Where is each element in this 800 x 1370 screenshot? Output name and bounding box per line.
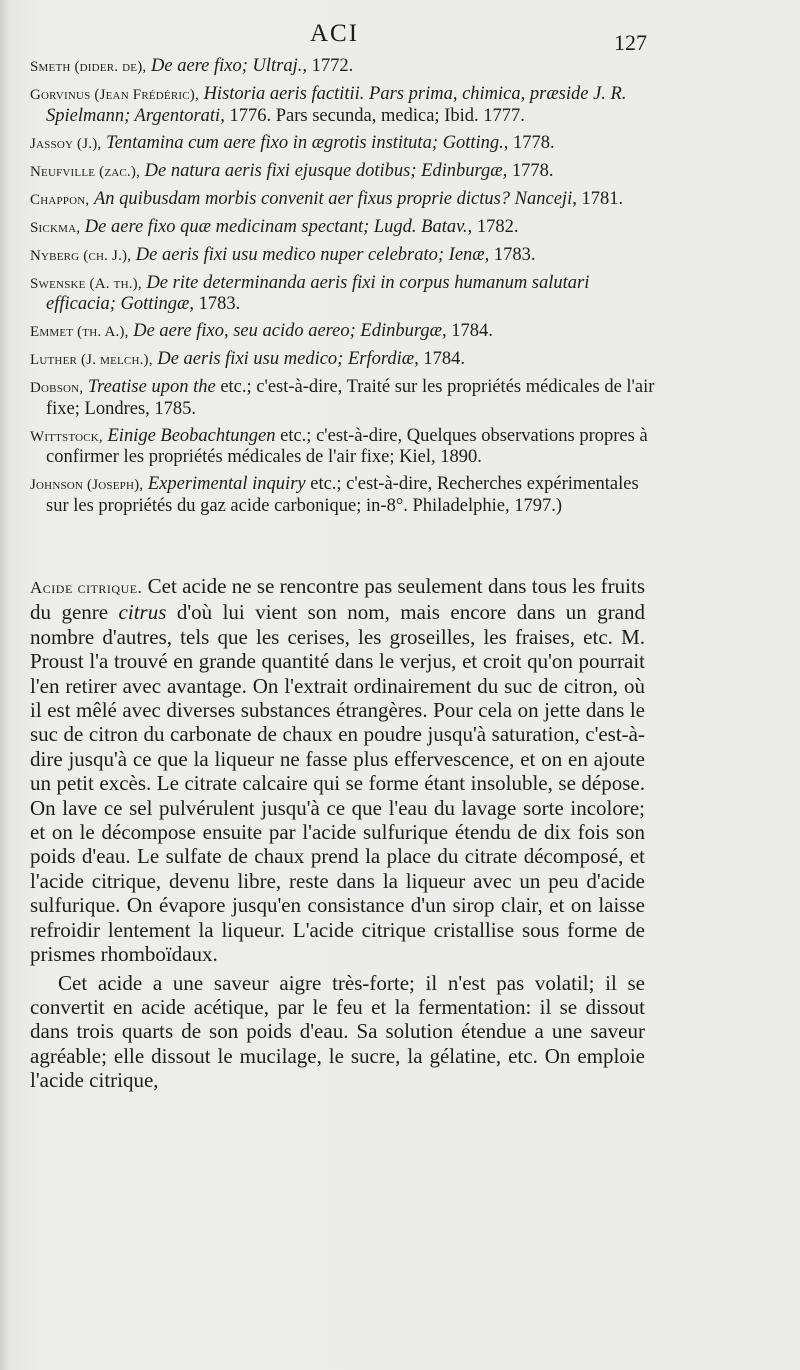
entry-author: Gorvinus (Jean Frédéric), (30, 87, 199, 103)
running-head: ACI (310, 20, 360, 47)
entry-details: etc.; c'est-à-dire, Recherches expérimentales sur les propriétés du gaz acide carbonique; in-8°. Philadelphie, 1797.) (46, 474, 639, 516)
article-acide-citrique (30, 574, 645, 1097)
entry-author: Neufville (zac.), (30, 163, 141, 180)
entry-author: Wittstock, (30, 428, 103, 445)
entry-title: Historia aeris factitii. Pars prima, chimica, præside J. R. Spielmann; Argentorati, (46, 84, 627, 126)
article-headword: Acide citrique. (30, 578, 143, 597)
paragraph-text: d'où lui vient son nom, mais encore dans un grand nombre d'autres, tels que les cerises, les groseilles, les fraises, etc. M. Proust l'a trouvé en grande quantité dans le verjus, et croit qu'on pourrait l'en retirer avec avantage. On l'extrait ordinairement du suc de citron, où il est mêlé avec diverses substances étrangères. Pour cela on jette dans le suc de citron du carbonate de chaux en poudre jusqu'à saturation, c'est-à-dire jusqu'à ce que la liqueur ne fasse plus effervescence, et on en ajoute un petit excès. Le citrate calcaire qui se forme étant insoluble, se dépose. On lave ce sel pulvérulent jusqu'à ce que l'eau du lavage sorte incolore; et on le décompose ensuite par l'acide sulfurique étendu de dix fois son poids d'eau. Le sulfate de chaux prend la place du citrate décomposé, et l'acide citrique, devenu libre, reste dans la liqueur avec un peu d'acide sulfurique. On évapore jusqu'en consistance d'un sirop clair, et on laisse refroidir lentement la liqueur. L'acide citrique cristallise sous forme de prismes rhomboïdaux. (30, 600, 646, 967)
bibliography-entry (30, 133, 655, 155)
bibliography-entry (30, 84, 655, 126)
bibliography-entry (30, 161, 655, 183)
entry-author: Jassoy (J.), (30, 135, 102, 152)
entry-author: Swenske (A. th.), (30, 275, 142, 292)
bibliography-entry (30, 474, 655, 516)
entry-details: 1782. (472, 216, 519, 237)
entry-title: De natura aeris fixi ejusque dotibus; Edinburgæ, (144, 160, 508, 181)
entry-title: De aere fixo, seu acido aereo; Edinburgæ, (133, 321, 447, 341)
entry-details: 1772. (307, 56, 354, 76)
entry-details: etc.; c'est-à-dire, Traité sur les propriétés médicales de l'air fixe; Londres, 1785. (46, 377, 655, 419)
bibliography-entry (30, 273, 655, 315)
entry-title: Treatise upon the (87, 377, 216, 397)
paragraph-italic-term: citrus (118, 600, 167, 625)
entry-title: De aere fixo quæ medicinam spectant; Lugd. Batav., (84, 216, 473, 237)
entry-author: Smeth (dider. de), (30, 59, 147, 75)
entry-author: Emmet (th. A.), (30, 324, 129, 340)
entry-details: 1783. (489, 244, 536, 265)
entry-author: Johnson (Joseph), (30, 477, 144, 493)
entry-title: Einige Beobachtungen (107, 425, 276, 446)
entry-title: De aere fixo; Ultraj., (151, 56, 308, 76)
entry-title: De rite determinanda aeris fixi in corpus humanum salutari efficacia; Gottingæ, (46, 272, 590, 314)
entry-details: 1776. Pars secunda, medica; Ibid. 1777. (224, 105, 525, 126)
article-paragraph (30, 574, 645, 967)
bibliography-entry (30, 321, 655, 343)
entry-details: 1778. (507, 160, 554, 181)
bibliography-entry (30, 217, 655, 239)
entry-author: Sickma, (30, 219, 81, 236)
entry-details: 1778. (508, 132, 555, 153)
bibliography-entry (30, 189, 655, 211)
entry-title: Experimental inquiry (147, 474, 306, 494)
bibliography-entry (30, 426, 655, 468)
bibliography-entry (30, 56, 655, 78)
entry-author: Nyberg (ch. J.), (30, 247, 132, 264)
page-number: 127 (614, 30, 647, 55)
paragraph-text: Cet acide ne se rencontre pas seulement dans tous les fruits du genre (30, 574, 646, 625)
bibliography-list (30, 56, 655, 523)
entry-title: De aeris fixi usu medico; Erfordiæ, (157, 349, 419, 369)
bibliography-entry (30, 349, 655, 371)
entry-author: Luther (J. melch.), (30, 352, 153, 368)
page-header (0, 20, 800, 54)
bibliography-entry (30, 377, 655, 419)
article-paragraph: Cet acide a une saveur aigre très-forte; il n'est pas volatil; il se convertit en acide acétique, par le feu et la fermentation: il se dissout dans trois quarts de son poids d'eau. Sa solution étendue a une saveur agréable; elle dissout le mucilage, le sucre, la gélatine, etc. On emploie l'acide citrique, (30, 970, 645, 1093)
entry-details: 1783. (193, 294, 241, 314)
entry-title: De aeris fixi usu medico nuper celebrato; Ienæ, (135, 244, 490, 265)
entry-author: Chappon, (30, 191, 90, 208)
entry-details: 1781. (576, 188, 624, 209)
entry-title: Tentamina cum aere fixo in ægrotis instituta; Gotting., (106, 132, 509, 153)
bibliography-entry (30, 245, 655, 267)
entry-details: 1784. (418, 349, 465, 369)
entry-author: Dobson, (30, 380, 84, 396)
entry-details: 1784. (446, 321, 493, 341)
entry-title: An quibusdam morbis convenit aer fixus proprie dictus? Nanceji, (94, 188, 577, 209)
entry-details: etc.; c'est-à-dire, Quelques observations propres à confirmer les propriétés médicales de l'air fixe; Kiel, 1890. (46, 425, 648, 467)
